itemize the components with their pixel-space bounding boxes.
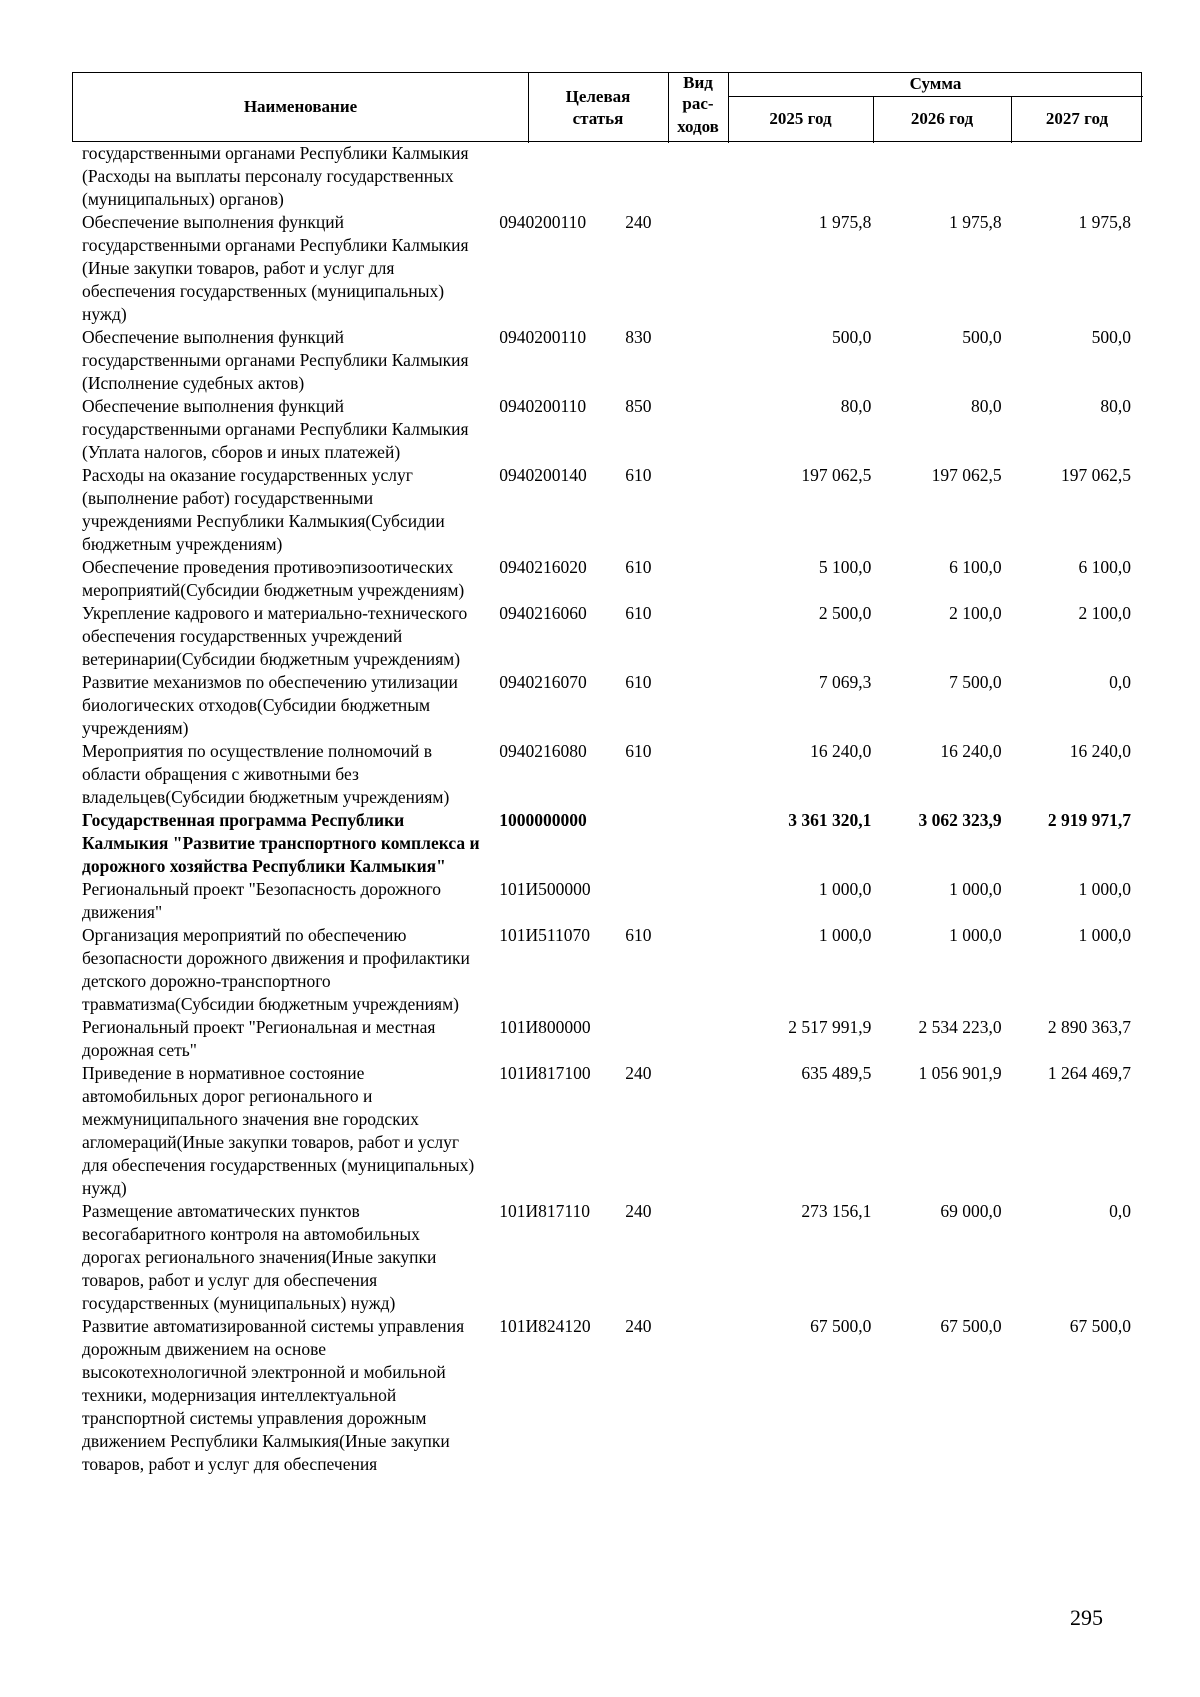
row-target-code: 0940216060	[499, 603, 587, 623]
header-type-line2: рас-	[682, 94, 714, 113]
row-amount-2027: 2 919 971,7	[1047, 810, 1131, 830]
row-amount-2027: 1 975,8	[1078, 212, 1131, 232]
row-amount-2025: 5 100,0	[818, 557, 872, 577]
row-amount-2026: 6 100,0	[949, 557, 1002, 577]
row-target-code: 101И800000	[499, 1017, 591, 1037]
row-expense-type: 610	[625, 603, 652, 623]
table-row	[72, 809, 1142, 878]
row-name: Обеспечение проведения противоэпизоотических мероприятий(Субсидии бюджетным учреждениям)	[82, 557, 465, 600]
row-amount-2026: 1 000,0	[949, 879, 1002, 899]
row-name: Обеспечение выполнения функций государственными органами Республики Калмыкия (Иные закупки товаров, работ и услуг для обеспечения государственных (муниципальных) нужд)	[82, 212, 469, 324]
row-amount-2027: 16 240,0	[1069, 741, 1131, 761]
row-name: Обеспечение выполнения функций государственными органами Республики Калмыкия (Исполнение судебных актов)	[82, 327, 469, 393]
row-amount-2027: 0,0	[1109, 672, 1131, 692]
table-row	[72, 878, 1142, 924]
row-amount-2027: 0,0	[1109, 1201, 1131, 1221]
row-expense-type: 830	[625, 327, 652, 347]
row-name: государственными органами Республики Калмыкия (Расходы на выплаты персоналу государственных (муниципальных) органов)	[82, 143, 469, 209]
row-amount-2025: 16 240,0	[810, 741, 872, 761]
row-amount-2025: 500,0	[831, 327, 872, 347]
row-target-code: 101И511070	[499, 925, 590, 945]
row-amount-2026: 2 100,0	[949, 603, 1002, 623]
row-expense-type: 850	[625, 396, 652, 416]
row-amount-2027: 500,0	[1091, 327, 1131, 347]
row-amount-2025: 1 975,8	[818, 212, 872, 232]
row-name: Развитие автоматизированной системы управления дорожным движением на основе высокотехнологичной электронной и мобильной техники, модернизация интеллектуальной транспортной системы управления дорожным движением Республики Калмыкия(Иные закупки товаров, работ и услуг для обеспечения	[82, 1316, 465, 1474]
row-amount-2025: 273 156,1	[801, 1201, 872, 1221]
row-name: Организация мероприятий по обеспечению безопасности дорожного движения и профилактики детского дорожно-транспортного травматизма(Субсидии бюджетным учреждениям)	[82, 925, 470, 1014]
header-target-line1: Целевая	[565, 87, 631, 106]
row-target-code: 0940216070	[499, 672, 587, 692]
row-amount-2026: 3 062 323,9	[918, 810, 1002, 830]
row-name: Размещение автоматических пунктов весогабаритного контроля на автомобильных дорогах регионального значения(Иные закупки товаров, работ и услуг для обеспечения государственных (муниципальных) нужд)	[82, 1201, 437, 1313]
row-target-code: 101И817110	[499, 1201, 590, 1221]
row-amount-2025: 197 062,5	[801, 465, 872, 485]
row-name: Государственная программа Республики Калмыкия "Развитие транспортного комплекса и дорожного хозяйства Республики Калмыкия"	[82, 810, 480, 876]
row-expense-type: 610	[625, 672, 652, 692]
table-row	[72, 1062, 1142, 1200]
row-amount-2027: 1 000,0	[1078, 879, 1131, 899]
row-amount-2026: 80,0	[971, 396, 1002, 416]
row-amount-2027: 2 100,0	[1078, 603, 1131, 623]
table-row	[72, 602, 1142, 671]
row-amount-2026: 67 500,0	[940, 1316, 1002, 1336]
row-target-code: 0940200110	[499, 396, 587, 416]
row-target-code: 0940200110	[499, 212, 587, 232]
row-amount-2026: 2 534 223,0	[918, 1017, 1002, 1037]
table-row	[72, 1315, 1142, 1476]
page-number: 295	[1070, 1605, 1103, 1630]
row-amount-2025: 80,0	[840, 396, 872, 416]
row-expense-type: 610	[625, 557, 652, 577]
row-expense-type: 240	[625, 1316, 652, 1336]
table-row	[72, 1200, 1142, 1315]
row-expense-type: 610	[625, 741, 652, 761]
row-amount-2026: 7 500,0	[949, 672, 1002, 692]
header-target-line2: статья	[572, 109, 624, 128]
row-amount-2025: 2 517 991,9	[788, 1017, 872, 1037]
header-type-line3: ходов	[677, 117, 719, 136]
row-amount-2027: 197 062,5	[1061, 465, 1131, 485]
row-target-code: 101И824120	[499, 1316, 591, 1336]
row-target-code: 1000000000	[499, 810, 587, 830]
header-year-2025: 2025 год	[769, 109, 832, 128]
table-row	[72, 211, 1142, 326]
table-header	[72, 72, 1142, 142]
row-amount-2026: 16 240,0	[940, 741, 1002, 761]
header-name: Наименование	[243, 97, 358, 116]
row-name: Обеспечение выполнения функций государственными органами Республики Калмыкия (Уплата налогов, сборов и иных платежей)	[82, 396, 469, 462]
row-amount-2027: 1 000,0	[1078, 925, 1131, 945]
row-amount-2025: 1 000,0	[818, 925, 872, 945]
row-name: Мероприятия по осуществление полномочий в области обращения с животными без владельцев(Субсидии бюджетным учреждениям)	[82, 741, 450, 807]
table-body	[72, 142, 1142, 1476]
row-expense-type: 610	[625, 925, 652, 945]
table-row	[72, 464, 1142, 556]
header-divider	[528, 73, 529, 143]
table-row	[72, 395, 1142, 464]
table-row	[72, 924, 1142, 1016]
row-expense-type: 240	[625, 212, 652, 232]
table-row	[72, 142, 1142, 211]
row-amount-2027: 80,0	[1100, 396, 1131, 416]
header-year-2026: 2026 год	[910, 109, 974, 128]
row-amount-2026: 1 975,8	[949, 212, 1002, 232]
header-type-line1: Вид	[683, 73, 713, 92]
row-amount-2025: 7 069,3	[818, 672, 872, 692]
row-target-code: 0940200110	[499, 327, 587, 347]
header-divider	[728, 96, 1143, 97]
table-row	[72, 1016, 1142, 1062]
row-name: Расходы на оказание государственных услуг (выполнение работ) государственными учреждениями Республики Калмыкия(Субсидии бюджетным учреждениям)	[82, 465, 445, 554]
row-target-code: 101И500000	[499, 879, 591, 899]
row-amount-2027: 2 890 363,7	[1047, 1017, 1131, 1037]
row-expense-type: 240	[625, 1201, 652, 1221]
row-name: Региональный проект "Безопасность дорожного движения"	[82, 879, 441, 922]
row-amount-2025: 1 000,0	[818, 879, 872, 899]
row-amount-2027: 1 264 469,7	[1047, 1063, 1131, 1083]
row-expense-type: 240	[625, 1063, 652, 1083]
row-target-code: 0940216020	[499, 557, 587, 577]
row-amount-2025: 2 500,0	[818, 603, 872, 623]
row-amount-2026: 500,0	[962, 327, 1002, 347]
table-row	[72, 740, 1142, 809]
row-expense-type: 610	[625, 465, 652, 485]
row-amount-2027: 67 500,0	[1069, 1316, 1131, 1336]
table-row	[72, 556, 1142, 602]
row-target-code: 101И817100	[499, 1063, 591, 1083]
row-amount-2025: 635 489,5	[801, 1063, 872, 1083]
row-amount-2027: 6 100,0	[1078, 557, 1131, 577]
header-sum: Сумма	[909, 74, 962, 93]
row-target-code: 0940216080	[499, 741, 587, 761]
row-target-code: 0940200140	[499, 465, 587, 485]
row-name: Приведение в нормативное состояние автомобильных дорог регионального и межмуниципального значения вне городских агломераций(Иные закупки товаров, работ и услуг для обеспечения государственных (муниципальных) нужд)	[82, 1063, 475, 1198]
row-name: Укрепление кадрового и материально-технического обеспечения государственных учреждений ветеринарии(Субсидии бюджетным учреждениям)	[82, 603, 468, 669]
row-amount-2025: 3 361 320,1	[788, 810, 872, 830]
header-year-2027: 2027 год	[1045, 109, 1109, 128]
table-row	[72, 671, 1142, 740]
row-amount-2026: 197 062,5	[931, 465, 1002, 485]
row-amount-2026: 1 056 901,9	[918, 1063, 1002, 1083]
row-name: Региональный проект "Региональная и местная дорожная сеть"	[82, 1017, 436, 1060]
table-row	[72, 326, 1142, 395]
row-name: Развитие механизмов по обеспечению утилизации биологических отходов(Субсидии бюджетным учреждениям)	[82, 672, 458, 738]
row-amount-2026: 69 000,0	[940, 1201, 1002, 1221]
row-amount-2025: 67 500,0	[810, 1316, 872, 1336]
row-amount-2026: 1 000,0	[949, 925, 1002, 945]
